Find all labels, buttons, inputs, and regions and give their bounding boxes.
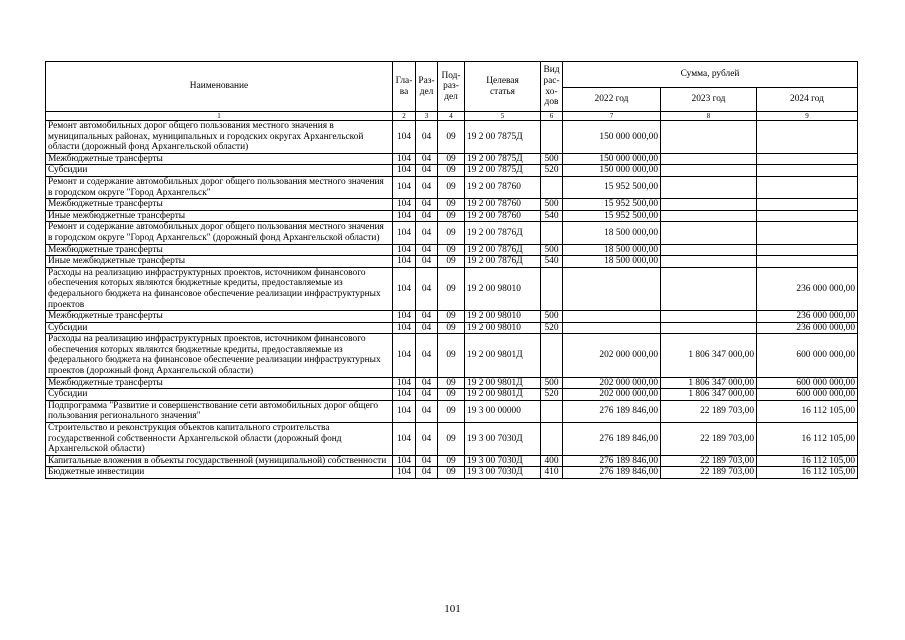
row-name: Строительство и реконструкция объектов капитального строительства государственной собственности Архангельской области (дорожный фонд Архангельской области) [46,423,393,456]
table-row [46,467,858,479]
row-podrazdel: 09 [438,244,465,256]
row-podrazdel: 09 [438,210,465,222]
row-vid [541,121,563,154]
row-razdel: 04 [416,334,438,377]
row-target: 19 2 00 9801Д [465,377,541,389]
table-row [46,322,858,334]
row-sum-2022: 276 189 846,00 [563,400,661,422]
row-target: 19 3 00 7030Д [465,423,541,456]
row-sum-2023: 1 806 347 000,00 [661,377,757,389]
row-vid: 410 [541,467,563,479]
row-vid: 500 [541,311,563,323]
row-vid: 520 [541,389,563,401]
row-podrazdel: 09 [438,400,465,422]
row-target: 19 2 00 7875Д [465,153,541,165]
row-glava: 104 [393,153,416,165]
table-row [46,423,858,456]
page-number: 101 [444,603,461,615]
row-sum-2022: 276 189 846,00 [563,455,661,467]
row-sum-2023 [661,199,757,211]
row-vid: 540 [541,210,563,222]
row-vid [541,334,563,377]
row-name: Расходы на реализацию инфраструктурных проектов, источником финансового обеспечения которых являются бюджетные кредиты, предоставляемые из федерального бюджета на финансовое обеспечение реализации инфраструктурных проектов (дорожный фонд Архангельской области) [46,334,393,377]
row-sum-2023: 22 189 703,00 [661,400,757,422]
row-glava: 104 [393,423,416,456]
header-podrazdel: Под- раз- дел [438,62,465,112]
row-podrazdel: 09 [438,467,465,479]
row-sum-2024: 236 000 000,00 [757,311,858,323]
row-sum-2022 [563,267,661,310]
header-year-2022: 2022 год [563,88,661,112]
row-sum-2022: 18 500 000,00 [563,222,661,244]
table-row [46,334,858,377]
row-sum-2023 [661,256,757,268]
row-sum-2023: 22 189 703,00 [661,467,757,479]
table-row [46,153,858,165]
row-target: 19 2 00 98010 [465,322,541,334]
row-sum-2022: 202 000 000,00 [563,377,661,389]
row-glava: 104 [393,311,416,323]
header-sum: Сумма, рублей [563,62,858,88]
budget-table [45,61,858,479]
row-sum-2022: 276 189 846,00 [563,423,661,456]
row-sum-2023 [661,311,757,323]
row-name: Межбюджетные трансферты [46,153,393,165]
row-name: Межбюджетные трансферты [46,377,393,389]
row-razdel: 04 [416,222,438,244]
row-sum-2024 [757,256,858,268]
row-sum-2022 [563,311,661,323]
column-number: 8 [661,112,757,121]
row-sum-2024: 600 000 000,00 [757,389,858,401]
row-podrazdel: 09 [438,176,465,198]
column-number: 6 [541,112,563,121]
row-razdel: 04 [416,244,438,256]
row-sum-2023: 22 189 703,00 [661,423,757,456]
table-row [46,311,858,323]
table-row [46,389,858,401]
row-glava: 104 [393,389,416,401]
row-sum-2024 [757,121,858,154]
row-vid: 520 [541,322,563,334]
table-row [46,244,858,256]
row-sum-2024: 600 000 000,00 [757,334,858,377]
row-vid: 400 [541,455,563,467]
header-razdel: Раз- дел [416,62,438,112]
column-number: 5 [465,112,541,121]
row-sum-2023 [661,222,757,244]
header-year-2024: 2024 год [757,88,858,112]
row-sum-2022: 15 952 500,00 [563,176,661,198]
row-podrazdel: 09 [438,199,465,211]
row-sum-2023 [661,267,757,310]
row-sum-2023: 1 806 347 000,00 [661,334,757,377]
header-glava: Гла- ва [393,62,416,112]
row-name: Бюджетные инвестиции [46,467,393,479]
row-name: Межбюджетные трансферты [46,244,393,256]
row-sum-2022: 15 952 500,00 [563,199,661,211]
row-name: Ремонт и содержание автомобильных дорог общего пользования местного значения в городском округе "Город Архангельск" (дорожный фонд Архангельской области) [46,222,393,244]
row-glava: 104 [393,377,416,389]
row-glava: 104 [393,256,416,268]
row-glava: 104 [393,176,416,198]
row-name: Межбюджетные трансферты [46,311,393,323]
row-sum-2023 [661,121,757,154]
row-razdel: 04 [416,210,438,222]
column-number: 4 [438,112,465,121]
row-razdel: 04 [416,256,438,268]
row-sum-2023: 1 806 347 000,00 [661,389,757,401]
row-sum-2023 [661,210,757,222]
row-sum-2024: 16 112 105,00 [757,455,858,467]
table-header [46,62,858,121]
row-sum-2022: 276 189 846,00 [563,467,661,479]
row-sum-2024: 16 112 105,00 [757,400,858,422]
row-podrazdel: 09 [438,322,465,334]
row-sum-2024 [757,176,858,198]
row-name: Иные межбюджетные трансферты [46,256,393,268]
row-razdel: 04 [416,455,438,467]
table-row [46,210,858,222]
row-sum-2022: 150 000 000,00 [563,165,661,177]
table-row [46,377,858,389]
table-row [46,267,858,310]
row-podrazdel: 09 [438,267,465,310]
row-target: 19 2 00 98010 [465,267,541,310]
row-target: 19 3 00 7030Д [465,455,541,467]
row-name: Расходы на реализацию инфраструктурных проектов, источником финансового обеспечения которых являются бюджетные кредиты, предоставляемые из федерального бюджета на финансовое обеспечение реализации инфраструктурных проектов [46,267,393,310]
column-number: 9 [757,112,858,121]
row-sum-2022: 150 000 000,00 [563,153,661,165]
row-sum-2023 [661,322,757,334]
row-sum-2023 [661,165,757,177]
row-vid: 500 [541,244,563,256]
row-sum-2024 [757,210,858,222]
table-row [46,455,858,467]
row-target: 19 3 00 7030Д [465,467,541,479]
row-podrazdel: 09 [438,389,465,401]
row-razdel: 04 [416,467,438,479]
row-target: 19 2 00 7875Д [465,165,541,177]
row-vid: 500 [541,153,563,165]
row-glava: 104 [393,199,416,211]
row-sum-2022: 15 952 500,00 [563,210,661,222]
column-number: 1 [46,112,393,121]
row-razdel: 04 [416,389,438,401]
row-glava: 104 [393,165,416,177]
row-sum-2023 [661,153,757,165]
header-name: Наименование [46,62,393,112]
row-vid [541,423,563,456]
row-vid: 540 [541,256,563,268]
row-razdel: 04 [416,176,438,198]
row-sum-2024: 16 112 105,00 [757,423,858,456]
row-vid: 500 [541,199,563,211]
table-row [46,400,858,422]
row-name: Капитальные вложения в объекты государственной (муниципальной) собственности [46,455,393,467]
row-sum-2022: 150 000 000,00 [563,121,661,154]
row-sum-2023 [661,244,757,256]
row-podrazdel: 09 [438,311,465,323]
row-vid [541,267,563,310]
row-target: 19 2 00 78760 [465,199,541,211]
row-sum-2024: 16 112 105,00 [757,467,858,479]
row-target: 19 2 00 7876Д [465,244,541,256]
row-podrazdel: 09 [438,153,465,165]
row-glava: 104 [393,322,416,334]
row-podrazdel: 09 [438,165,465,177]
column-number: 3 [416,112,438,121]
row-glava: 104 [393,334,416,377]
row-sum-2024 [757,165,858,177]
row-vid [541,222,563,244]
row-razdel: 04 [416,311,438,323]
row-sum-2022 [563,322,661,334]
row-razdel: 04 [416,165,438,177]
table-body [46,121,858,479]
row-sum-2024 [757,244,858,256]
row-sum-2022: 18 500 000,00 [563,256,661,268]
row-glava: 104 [393,267,416,310]
row-target: 19 2 00 78760 [465,176,541,198]
row-razdel: 04 [416,267,438,310]
row-glava: 104 [393,121,416,154]
column-number: 2 [393,112,416,121]
row-podrazdel: 09 [438,377,465,389]
row-razdel: 04 [416,199,438,211]
row-podrazdel: 09 [438,121,465,154]
column-number: 7 [563,112,661,121]
row-target: 19 2 00 7876Д [465,222,541,244]
table-row [46,176,858,198]
row-name: Субсидии [46,165,393,177]
row-razdel: 04 [416,423,438,456]
row-sum-2023 [661,176,757,198]
row-name: Ремонт и содержание автомобильных дорог общего пользования местного значения в городском округе "Город Архангельск" [46,176,393,198]
table-row [46,222,858,244]
row-glava: 104 [393,467,416,479]
row-target: 19 2 00 98010 [465,311,541,323]
table-row [46,165,858,177]
row-vid: 500 [541,377,563,389]
row-name: Ремонт автомобильных дорог общего пользования местного значения в муниципальных районах, муниципальных и городских округах Архангельской области (дорожный фонд Архангельской области) [46,121,393,154]
row-razdel: 04 [416,121,438,154]
row-razdel: 04 [416,400,438,422]
row-razdel: 04 [416,322,438,334]
row-glava: 104 [393,210,416,222]
row-sum-2024 [757,222,858,244]
row-target: 19 2 00 9801Д [465,334,541,377]
row-target: 19 2 00 7876Д [465,256,541,268]
table-row [46,121,858,154]
row-vid [541,176,563,198]
row-sum-2024 [757,153,858,165]
row-name: Межбюджетные трансферты [46,199,393,211]
row-podrazdel: 09 [438,423,465,456]
row-razdel: 04 [416,153,438,165]
column-number-row [46,112,858,121]
row-target: 19 2 00 78760 [465,210,541,222]
row-sum-2023: 22 189 703,00 [661,455,757,467]
header-target: Целевая статья [465,62,541,112]
row-podrazdel: 09 [438,256,465,268]
row-target: 19 3 00 00000 [465,400,541,422]
row-vid: 520 [541,165,563,177]
header-year-2023: 2023 год [661,88,757,112]
row-razdel: 04 [416,377,438,389]
row-sum-2022: 202 000 000,00 [563,389,661,401]
row-target: 19 2 00 7875Д [465,121,541,154]
row-glava: 104 [393,400,416,422]
row-name: Подпрограмма "Развитие и совершенствование сети автомобильных дорог общего пользования регионального значения" [46,400,393,422]
row-podrazdel: 09 [438,334,465,377]
row-podrazdel: 09 [438,455,465,467]
row-sum-2024 [757,199,858,211]
table-row [46,256,858,268]
row-sum-2024: 236 000 000,00 [757,322,858,334]
row-name: Иные межбюджетные трансферты [46,210,393,222]
row-name: Субсидии [46,389,393,401]
row-sum-2024: 600 000 000,00 [757,377,858,389]
row-vid [541,400,563,422]
row-name: Субсидии [46,322,393,334]
header-vid: Вид рас- хо- дов [541,62,563,112]
table-row [46,199,858,211]
row-sum-2024: 236 000 000,00 [757,267,858,310]
row-sum-2022: 202 000 000,00 [563,334,661,377]
row-podrazdel: 09 [438,222,465,244]
row-glava: 104 [393,455,416,467]
row-target: 19 2 00 9801Д [465,389,541,401]
row-glava: 104 [393,222,416,244]
row-sum-2022: 18 500 000,00 [563,244,661,256]
row-glava: 104 [393,244,416,256]
